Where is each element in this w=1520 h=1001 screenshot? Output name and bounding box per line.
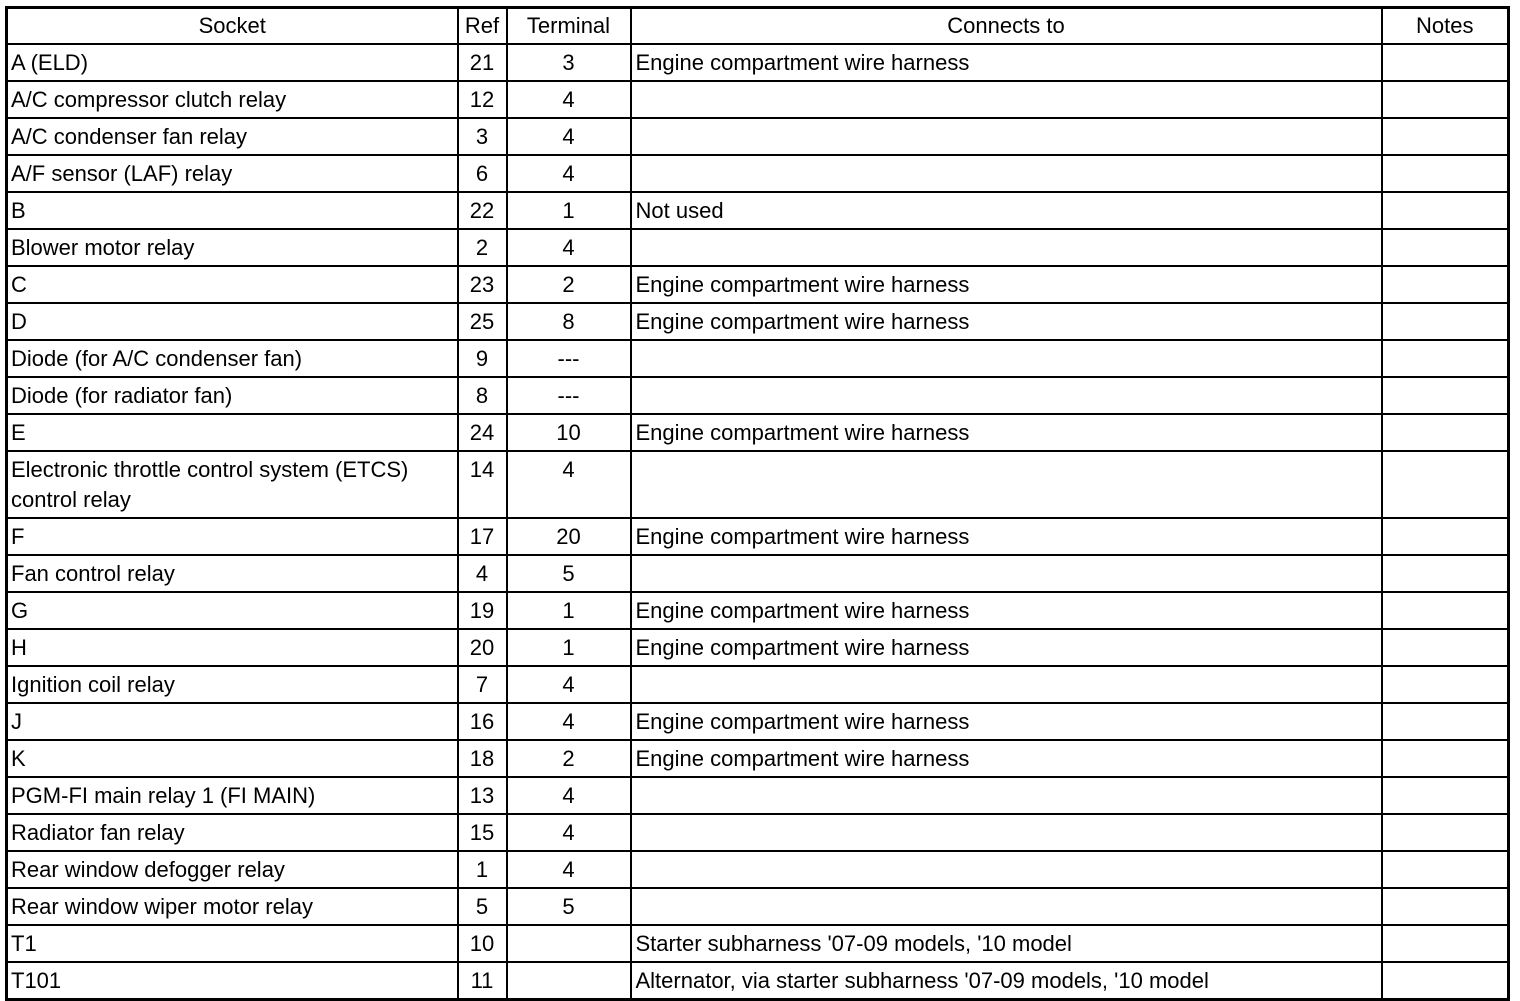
cell-connects-to [631,777,1382,814]
table-body [7,44,1509,1000]
cell-terminal: 3 [507,44,631,81]
cell-socket: B [7,192,458,229]
cell-connects-to [631,666,1382,703]
cell-socket: E [7,414,458,451]
cell-connects-to: Engine compartment wire harness [631,592,1382,629]
cell-terminal [507,962,631,1000]
cell-socket: A/C compressor clutch relay [7,81,458,118]
cell-socket: A/F sensor (LAF) relay [7,155,458,192]
cell-notes [1382,155,1509,192]
cell-notes [1382,888,1509,925]
cell-ref: 3 [458,118,507,155]
cell-ref: 8 [458,377,507,414]
cell-ref: 1 [458,851,507,888]
header-notes: Notes [1382,8,1509,45]
cell-connects-to [631,814,1382,851]
cell-notes [1382,229,1509,266]
cell-connects-to: Alternator, via starter subharness '07-09 models, '10 model [631,962,1382,1000]
cell-terminal: 4 [507,451,631,518]
table-row [7,266,1509,303]
cell-socket: Fan control relay [7,555,458,592]
cell-notes [1382,414,1509,451]
cell-notes [1382,303,1509,340]
cell-terminal: --- [507,340,631,377]
cell-connects-to [631,851,1382,888]
table-row [7,740,1509,777]
table-row [7,155,1509,192]
table-row [7,777,1509,814]
cell-socket: A (ELD) [7,44,458,81]
cell-terminal: 1 [507,192,631,229]
cell-socket: Radiator fan relay [7,814,458,851]
cell-notes [1382,592,1509,629]
cell-terminal: 5 [507,888,631,925]
table-row [7,118,1509,155]
cell-connects-to: Starter subharness '07-09 models, '10 model [631,925,1382,962]
cell-ref: 17 [458,518,507,555]
cell-notes [1382,962,1509,1000]
cell-notes [1382,44,1509,81]
cell-socket: C [7,266,458,303]
cell-terminal: 1 [507,629,631,666]
cell-connects-to: Engine compartment wire harness [631,44,1382,81]
connector-table [5,6,1510,1001]
table-row [7,229,1509,266]
cell-ref: 2 [458,229,507,266]
cell-connects-to: Engine compartment wire harness [631,414,1382,451]
cell-terminal: 4 [507,851,631,888]
cell-terminal: 4 [507,229,631,266]
cell-terminal: 4 [507,703,631,740]
table-row [7,814,1509,851]
cell-ref: 4 [458,555,507,592]
cell-socket: Blower motor relay [7,229,458,266]
cell-socket: Ignition coil relay [7,666,458,703]
cell-connects-to: Engine compartment wire harness [631,266,1382,303]
cell-notes [1382,814,1509,851]
cell-ref: 9 [458,340,507,377]
cell-connects-to: Engine compartment wire harness [631,303,1382,340]
cell-notes [1382,629,1509,666]
header-connects-to: Connects to [631,8,1382,45]
cell-socket: A/C condenser fan relay [7,118,458,155]
cell-terminal: 4 [507,155,631,192]
cell-connects-to: Not used [631,192,1382,229]
cell-socket: T1 [7,925,458,962]
header-row [7,8,1509,45]
table-row [7,451,1509,518]
cell-ref: 19 [458,592,507,629]
cell-socket: Rear window defogger relay [7,851,458,888]
cell-ref: 10 [458,925,507,962]
cell-notes [1382,340,1509,377]
table-row [7,377,1509,414]
table-row [7,962,1509,1000]
cell-terminal: 1 [507,592,631,629]
cell-connects-to: Engine compartment wire harness [631,518,1382,555]
cell-socket: Diode (for radiator fan) [7,377,458,414]
cell-ref: 21 [458,44,507,81]
table-row [7,666,1509,703]
cell-socket: D [7,303,458,340]
table-row [7,81,1509,118]
table-row [7,518,1509,555]
cell-connects-to [631,555,1382,592]
cell-ref: 18 [458,740,507,777]
cell-ref: 16 [458,703,507,740]
header-socket: Socket [7,8,458,45]
cell-terminal: 20 [507,518,631,555]
table-row [7,192,1509,229]
cell-notes [1382,192,1509,229]
table-row [7,703,1509,740]
cell-ref: 11 [458,962,507,1000]
table-row [7,851,1509,888]
header-ref: Ref [458,8,507,45]
cell-terminal: --- [507,377,631,414]
cell-notes [1382,266,1509,303]
cell-socket: G [7,592,458,629]
cell-ref: 20 [458,629,507,666]
table-row [7,888,1509,925]
cell-ref: 24 [458,414,507,451]
cell-socket: Rear window wiper motor relay [7,888,458,925]
cell-ref: 14 [458,451,507,518]
cell-connects-to [631,377,1382,414]
cell-notes [1382,666,1509,703]
cell-socket: K [7,740,458,777]
cell-terminal [507,925,631,962]
cell-terminal: 4 [507,777,631,814]
cell-connects-to: Engine compartment wire harness [631,703,1382,740]
cell-socket: H [7,629,458,666]
header-terminal: Terminal [507,8,631,45]
cell-connects-to: Engine compartment wire harness [631,629,1382,666]
cell-notes [1382,777,1509,814]
cell-notes [1382,851,1509,888]
cell-connects-to [631,451,1382,518]
table-row [7,303,1509,340]
cell-ref: 6 [458,155,507,192]
cell-notes [1382,451,1509,518]
cell-ref: 5 [458,888,507,925]
cell-notes [1382,518,1509,555]
cell-socket: Diode (for A/C condenser fan) [7,340,458,377]
cell-connects-to [631,229,1382,266]
cell-connects-to [631,340,1382,377]
cell-ref: 12 [458,81,507,118]
cell-notes [1382,81,1509,118]
cell-ref: 7 [458,666,507,703]
cell-socket: T101 [7,962,458,1000]
cell-connects-to [631,118,1382,155]
cell-notes [1382,703,1509,740]
cell-terminal: 2 [507,740,631,777]
cell-connects-to [631,888,1382,925]
table-row [7,592,1509,629]
cell-terminal: 4 [507,814,631,851]
table-row [7,340,1509,377]
table-row [7,629,1509,666]
cell-notes [1382,925,1509,962]
cell-socket: PGM-FI main relay 1 (FI MAIN) [7,777,458,814]
cell-ref: 23 [458,266,507,303]
cell-terminal: 4 [507,81,631,118]
table-row [7,414,1509,451]
cell-terminal: 2 [507,266,631,303]
table-row [7,925,1509,962]
cell-connects-to [631,81,1382,118]
cell-notes [1382,555,1509,592]
cell-terminal: 4 [507,118,631,155]
cell-ref: 13 [458,777,507,814]
cell-ref: 25 [458,303,507,340]
cell-socket: F [7,518,458,555]
cell-notes [1382,377,1509,414]
cell-socket: Electronic throttle control system (ETCS) control relay [7,451,458,518]
table-row [7,44,1509,81]
cell-connects-to: Engine compartment wire harness [631,740,1382,777]
table-row [7,555,1509,592]
cell-terminal: 4 [507,666,631,703]
cell-notes [1382,740,1509,777]
cell-socket: J [7,703,458,740]
cell-connects-to [631,155,1382,192]
cell-ref: 15 [458,814,507,851]
cell-terminal: 10 [507,414,631,451]
cell-terminal: 8 [507,303,631,340]
cell-terminal: 5 [507,555,631,592]
cell-ref: 22 [458,192,507,229]
cell-notes [1382,118,1509,155]
